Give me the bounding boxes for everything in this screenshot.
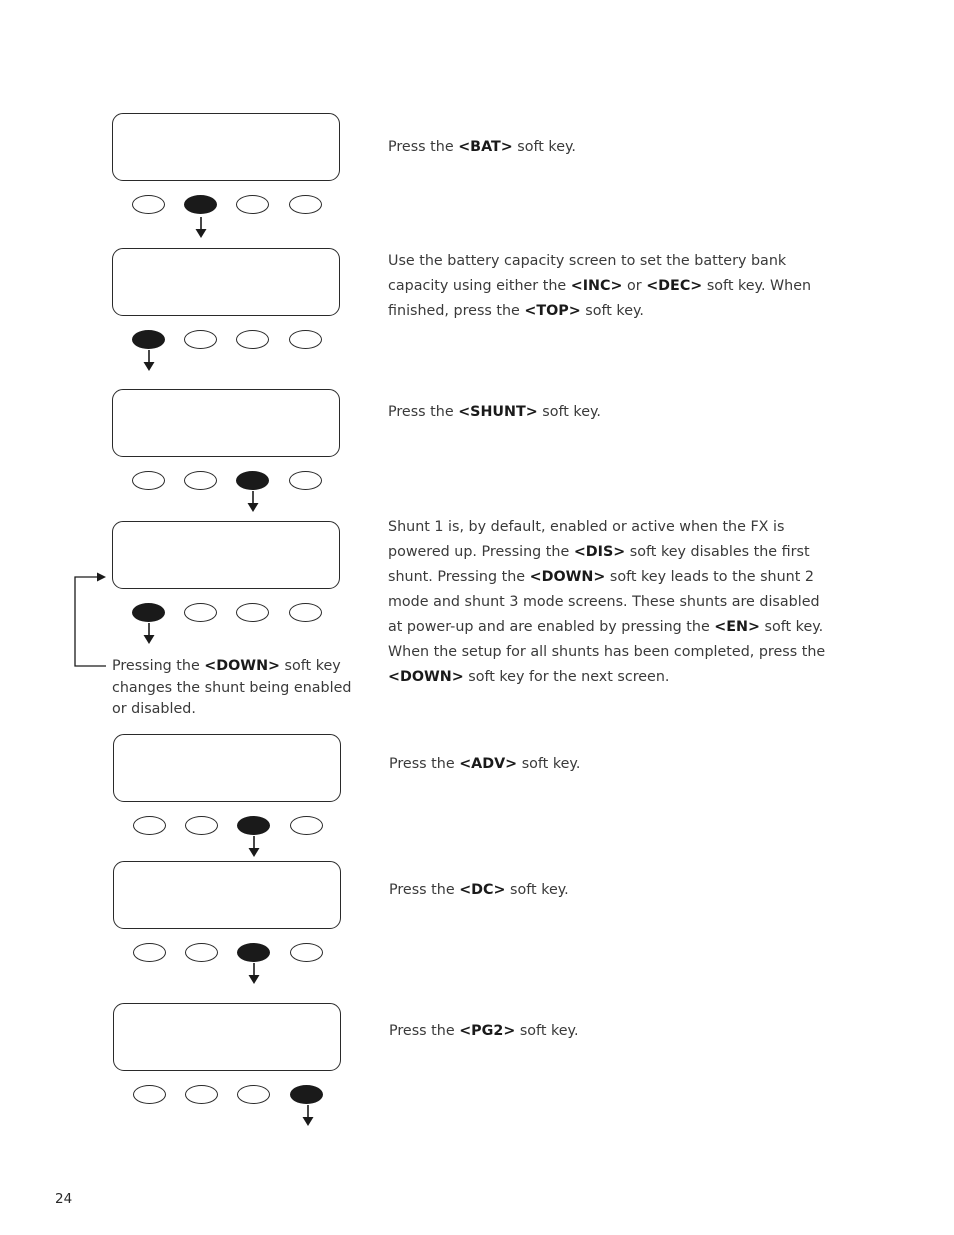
- soft-key-2[interactable]: [184, 330, 217, 349]
- soft-key-4[interactable]: [289, 471, 322, 490]
- step-2-instruction: Use the battery capacity screen to set the battery bank capacity using either the <INC> or <DEC> soft key. When finished, press the <TOP> soft key.: [388, 253, 812, 319]
- step-3-instruction: Press the <SHUNT> soft key.: [388, 404, 601, 420]
- soft-key-2[interactable]: [184, 195, 217, 214]
- soft-key-2[interactable]: [185, 943, 218, 962]
- soft-key-3[interactable]: [236, 330, 269, 349]
- soft-key-1[interactable]: [132, 471, 165, 490]
- arrow-down-icon: [247, 491, 259, 513]
- lcd-screen-2: [112, 248, 340, 316]
- soft-key-4[interactable]: [290, 816, 323, 835]
- soft-key-4[interactable]: [290, 1085, 323, 1104]
- lcd-screen-5: [113, 734, 341, 802]
- soft-key-3[interactable]: [237, 816, 270, 835]
- soft-key-4[interactable]: [289, 330, 322, 349]
- soft-key-1[interactable]: [132, 330, 165, 349]
- soft-key-2[interactable]: [185, 1085, 218, 1104]
- step-1-instruction: Press the <BAT> soft key.: [388, 139, 576, 155]
- soft-key-4[interactable]: [290, 943, 323, 962]
- soft-key-2[interactable]: [185, 816, 218, 835]
- soft-key-1[interactable]: [132, 195, 165, 214]
- arrow-down-icon: [248, 963, 260, 985]
- arrow-down-icon: [143, 623, 155, 645]
- step-5-instruction: Press the <ADV> soft key.: [389, 756, 581, 772]
- page-number: 24: [55, 1191, 73, 1207]
- step-4-instruction: Shunt 1 is, by default, enabled or active when the FX is powered up. Pressing the <DIS> soft key disables the first shunt. Pressing the <DOWN> soft key leads to the shunt 2 mode and shunt 3 mode screens. These shunts are disabled at power-up and are enabled by pressing the <EN> soft key. When the setup for all shunts has been completed, press the <DOWN> soft key for the next screen.: [388, 519, 826, 685]
- soft-key-4[interactable]: [289, 195, 322, 214]
- soft-key-2[interactable]: [184, 471, 217, 490]
- soft-key-4[interactable]: [289, 603, 322, 622]
- soft-key-3[interactable]: [236, 603, 269, 622]
- loop-note: Pressing the <DOWN> soft key changes the shunt being enabled or disabled.: [112, 658, 352, 717]
- arrow-down-icon: [302, 1105, 314, 1127]
- lcd-screen-6: [113, 861, 341, 929]
- step-7-instruction: Press the <PG2> soft key.: [389, 1023, 579, 1039]
- lcd-screen-3: [112, 389, 340, 457]
- soft-key-1[interactable]: [133, 1085, 166, 1104]
- step-6-instruction: Press the <DC> soft key.: [389, 882, 569, 898]
- lcd-screen-7: [113, 1003, 341, 1071]
- arrow-down-icon: [195, 217, 207, 239]
- soft-key-3[interactable]: [237, 1085, 270, 1104]
- soft-key-3[interactable]: [236, 195, 269, 214]
- arrow-down-icon: [248, 836, 260, 858]
- soft-key-3[interactable]: [236, 471, 269, 490]
- lcd-screen-4: [112, 521, 340, 589]
- lcd-screen-1: [112, 113, 340, 181]
- soft-key-1[interactable]: [133, 943, 166, 962]
- soft-key-2[interactable]: [184, 603, 217, 622]
- arrow-down-icon: [143, 350, 155, 372]
- soft-key-1[interactable]: [132, 603, 165, 622]
- soft-key-3[interactable]: [237, 943, 270, 962]
- soft-key-1[interactable]: [133, 816, 166, 835]
